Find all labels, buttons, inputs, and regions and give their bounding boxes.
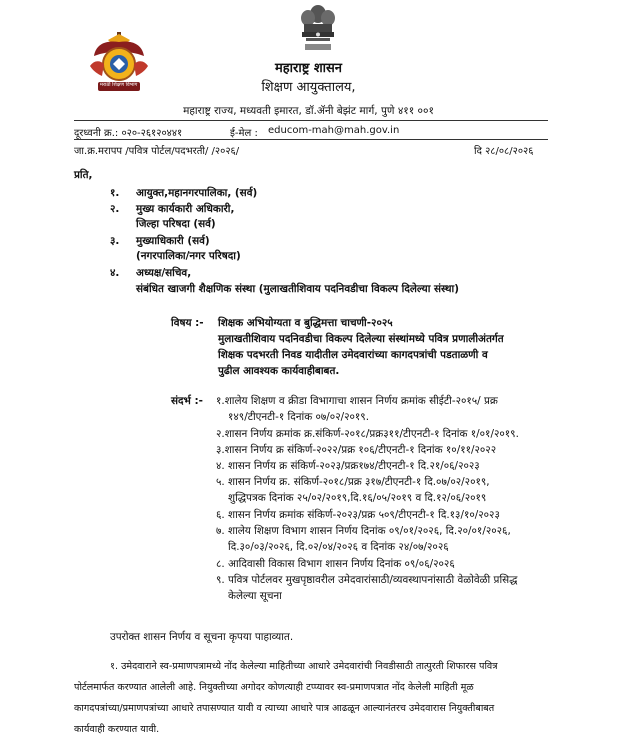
body-paragraph-line: १. उमेदवाराने स्व-प्रमाणपत्रामध्ये नोंद केलेल्या माहितीच्या आधारे उमेदवारांची निवडीसाठी तात्पुरती शिफारस पवित्र: [110, 661, 498, 672]
seal-text: मराठी शिक्षण विभाग: [100, 82, 138, 88]
recipient-line: अध्यक्ष/सचिव,: [136, 267, 192, 279]
body-paragraph-line: पोर्टलमार्फत करण्यात आलेली आहे. नियुक्तीच्या अगोदर कोणत्याही टप्प्यावर स्व-प्रमाणपत्रात नोंद केलेली माहिती मूळ: [74, 682, 474, 693]
reference-line: ५. शासन निर्णय क्र. संकिर्ण-२०१८/प्रक्र ३१७/टीएनटी-१ दि.०७/०२/२०१९,: [216, 476, 490, 488]
references-label: संदर्भ :-: [171, 395, 203, 407]
intro-paragraph: उपरोक्त शासन निर्णय व सूचना कृपया पाहाव्यात.: [110, 631, 294, 643]
body-paragraph-line: कार्यवाही करण्यात यावी.: [74, 724, 160, 735]
recipients-heading: प्रति,: [74, 169, 93, 181]
subject-line: मुलाखतीशिवाय पदनिवडीचा विकल्प दिलेल्या संस्थांमध्ये पवित्र प्रणालीअंतर्गत: [218, 333, 504, 345]
reference-line: दि.३०/०३/२०२६, दि.०२/०४/२०२६ व दिनांक २४/०७/२०२६: [228, 541, 449, 553]
office-address: महाराष्ट्र राज्य, मध्यवती इमारत, डॉ.ॲनी बेझंट मार्ग, पुणे ४११ ००१: [183, 105, 434, 117]
recipient-line: जिल्हा परिषदा (सर्व): [136, 218, 216, 230]
reference-line: २.शासन निर्णय क्रमांक क्र.संकिर्ण-२०१८/प्रक्र३११/टीएनटी-१ दिनांक १/०१/२०१९.: [216, 428, 519, 440]
subject-label: विषय :-: [171, 317, 204, 329]
reference-line: केलेल्या सूचना: [228, 590, 282, 602]
reference-line: शुद्धिपत्रक दिनांक २५/०२/२०१९,दि.१६/०५/२०१९ व दि.१२/०६/२०१९: [228, 492, 487, 504]
reference-line: ९. पवित्र पोर्टलवर मुखपृष्ठावरील उमेदवारांसाठी/व्यवस्थापनांसाठी वेळोवेळी प्रसिद्ध: [216, 574, 518, 586]
national-emblem: [296, 2, 340, 54]
body-paragraph-line: कागदपत्रांच्या/प्रमाणपत्रांच्या आधारे तपासण्यात यावी व त्याच्या आधारे पात्र आढळून आल्यानंतरच उमेदवारास नियुक्तीबाबत: [74, 703, 495, 714]
reference-number: जा.क्र.मरापप /पवित्र पोर्टल/पदभरती/ /२०२६/: [74, 146, 240, 157]
office-title: शिक्षण आयुक्तालय,: [261, 80, 356, 95]
subject-line: शिक्षक पदभरती निवड यादीतील उमेदवारांच्या कागदपत्रांची पडताळणी व: [218, 349, 488, 361]
reference-line: ८. आदिवासी विकास विभाग शासन निर्णय दिनांक ०९/०६/२०२६: [216, 558, 455, 570]
letter-date: दि २८/०८/२०२६: [474, 146, 534, 157]
reference-line: १.शालेय शिक्षण व क्रीडा विभागाचा शासन निर्णय क्रमांक सीईटी-२०१५/ प्रक्र: [216, 395, 498, 407]
header-divider-bottom: [74, 139, 548, 140]
recipient-line: आयुक्त,महानगरपालिका, (सर्व): [136, 187, 258, 199]
recipient-line: संबंधित खाजगी शैक्षणिक संस्था (मुलाखतीशिवाय पदनिवडीचा विकल्प दिलेल्या संस्था): [136, 283, 459, 295]
reference-line: ६. शासन निर्णय क्रमांक संकिर्ण-२०२३/प्रक्र ५०९/टीएनटी-१ दि.१३/१०/२०२३: [216, 509, 500, 521]
recipient-number: १.: [110, 187, 120, 199]
reference-line: ४. शासन निर्णय क्र संकिर्ण-२०२३/प्रक्र१७४/टीएनटी-१ दि.२१/०६/२०२३: [216, 460, 480, 472]
reference-line: ७. शालेय शिक्षण विभाग शासन निर्णय दिनांक ०९/०१/२०२६, दि.२०/०१/२०२६,: [216, 525, 511, 537]
reference-line: ३.शासन निर्णय क्र संकिर्ण-२०२२/प्रक्र १०६/टीएनटी-१ दिनांक १०/११/२०२२: [216, 444, 497, 456]
recipient-line: (नगरपालिका/नगर परिषदा): [136, 250, 241, 262]
recipient-number: ३.: [110, 235, 120, 247]
recipient-line: मुख्याधिकारी (सर्व): [136, 235, 210, 247]
recipient-number: २.: [110, 203, 120, 215]
recipient-line: मुख्य कार्यकारी अधिकारी,: [136, 203, 235, 215]
reference-line: १४९/टीएनटी-१ दिनांक ०७/०२/२०१९.: [228, 411, 370, 423]
govt-title: महाराष्ट्र शासन: [274, 61, 343, 76]
subject-line: पुढील आवश्यक कार्यवाहीबाबत.: [218, 365, 340, 377]
recipient-number: ४.: [110, 267, 120, 279]
email-label: ई-मेल :: [230, 128, 258, 139]
email-address: educom-mah@mah.gov.in: [268, 125, 400, 136]
subject-line: शिक्षक अभियोग्यता व बुद्धिमत्ता चाचणी-२०२५: [218, 317, 393, 329]
phone-number: दूरध्वनी क्र.: ०२०-२६१२०४४१: [74, 128, 183, 139]
header-divider-top: [74, 120, 548, 121]
